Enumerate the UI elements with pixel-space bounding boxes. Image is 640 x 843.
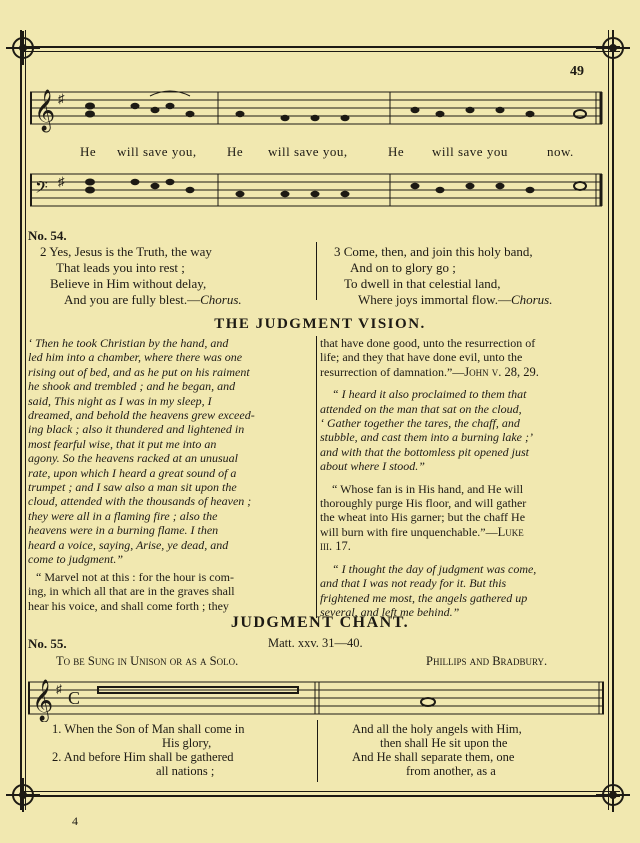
corner-ornament-icon (596, 31, 630, 65)
text-line: frightened me most, the angels gathered up (320, 590, 528, 605)
text-line: that have done good, unto the resurrection of (320, 336, 536, 350)
text-line: he shook and trembled ; and he began, and (28, 379, 236, 394)
text-line: come to judgment.” (28, 552, 123, 567)
frame-left-rule (20, 30, 22, 810)
text-line: and with that the bottomless pit opened just (320, 444, 529, 459)
text-line: dreamed, and behold the heavens grew exceed- (28, 408, 255, 423)
text-line: about where I stood.” (320, 459, 425, 474)
lyric-word: will save you, (268, 144, 348, 159)
frame-right-rule (612, 30, 614, 810)
chant-staff (28, 672, 608, 722)
corner-ornament-icon (596, 778, 630, 812)
text-line: And He shall separate them, one (352, 750, 515, 764)
text-line: cloud, attended with the thousands of heaven ; (28, 494, 252, 509)
text-line: life; and they that have done evil, unto the (320, 350, 523, 365)
hymn-number: No. 54. (28, 228, 67, 243)
text-line: 1. When the Son of Man shall come in (52, 722, 245, 736)
corner-ornament-icon (6, 31, 40, 65)
text-line: stubble, and cast them into a burning lake ;’ (320, 430, 533, 445)
text-line: the wheat into His garner; but the chaff He (320, 510, 526, 525)
text-line: “ Marvel not at this : for the hour is com- (36, 570, 234, 584)
text-line: they were all in a flaming fire ; also the (28, 508, 218, 523)
chant-text-left (52, 722, 312, 778)
frame-left-rule-thin (25, 30, 26, 810)
hymn-number: No. 55. (28, 636, 67, 651)
text-line: ing, in which all that are in the graves shall (28, 584, 235, 599)
music-staff-treble (30, 84, 605, 144)
svg-text:♯: ♯ (58, 174, 65, 189)
verse-2: 2 Yes, Jesus is the Truth, the way That leads you into rest ; Believe in Him without delay, And you are fully blest.—Chorus. (40, 244, 242, 307)
frame-top-rule-thin (22, 51, 620, 52)
text-line: And all the holy angels with Him, (352, 722, 522, 736)
music-staff-bass (30, 164, 605, 224)
frame-bottom-rule-thin (22, 791, 620, 792)
frame-bottom-rule (22, 795, 620, 797)
text-line: said, This night as I was in my sleep, I (28, 393, 212, 408)
section-title: THE JUDGMENT VISION. (214, 316, 426, 332)
verse-3: 3 Come, then, and join this holy band, And on to glory go ; To dwell in that celestial land, Where joys immortal flow.—Chorus. (334, 244, 553, 307)
text-line: “ I heard it also proclaimed to them that (332, 387, 527, 402)
lyrics-line (40, 144, 610, 160)
lyric-word: He (388, 144, 405, 159)
text-line: and that I was not ready for it. But this (320, 576, 507, 591)
text-line: “ I thought the day of judgment was come, (332, 561, 537, 576)
lyric-word: He (227, 144, 244, 159)
text-line: His glory, (162, 736, 212, 750)
svg-text:𝄞: 𝄞 (34, 90, 56, 131)
text-line: heard a voice, saying, Arise, ye dead, and (28, 537, 229, 552)
chant-title: JUDGMENT CHANT. (230, 614, 410, 631)
svg-text:♯: ♯ (58, 91, 65, 106)
text-line: attended on the man that sat on the cloud, (320, 401, 522, 416)
footer-mark: 4 (72, 814, 78, 828)
text-line: ing black ; also it thundered and lightened in (28, 422, 245, 437)
svg-text:♯: ♯ (56, 682, 62, 696)
vision-right-column: that have done good, unto the resurrection of life; and they that have done evil, unto the resurrection of damnation.”—John v. 28, 29. “ I heard it also proclaimed to them that attended on the man that sat on the cloud, ‘ Gather together the tares, the chaff, and stubble, and cast them into a burning lake ;’ and with that the bottomless pit opened just about where I stood.” “ Whose fan is in His hand, and He will thoroughly purge His floor, and will gather the wheat into His garner; but the chaff He will burn with fire unquenchable.”—Luke iii. 17. “ I thought the day of judgment was come, and that I was not ready for it. But this frightened me most, the angels gathered up several, and left me behind.” (320, 336, 608, 619)
text-line: then shall He sit upon the (380, 736, 508, 750)
column-divider (317, 720, 318, 782)
scripture-reference: Matt. xxv. 31—40. (268, 636, 363, 650)
vision-left-column (28, 336, 313, 567)
text-line: thoroughly purge His floor, and will gather (320, 496, 527, 511)
text-line: ‘ Then he took Christian by the hand, and (28, 336, 229, 350)
svg-text:𝄞: 𝄞 (32, 680, 54, 721)
lyric-word: now. (547, 144, 574, 159)
singing-instruction: To be Sung in Unison or as a Solo. (56, 654, 239, 668)
text-line: “ Whose fan is in His hand, and He will (332, 481, 524, 496)
text-line: heavens were in a burning flame. I then (28, 523, 219, 538)
composers: Phillips and Bradbury. (426, 654, 548, 668)
vision-left-column-2 (28, 570, 313, 613)
column-divider (316, 336, 317, 618)
lyric-word: He (80, 144, 97, 159)
column-divider (316, 242, 317, 300)
frame-top-rule (22, 46, 620, 48)
text-line: hear his voice, and shall come forth ; they (28, 598, 229, 613)
svg-text:C: C (68, 688, 81, 708)
text-line: ‘ Gather together the tares, the chaff, and (320, 416, 520, 431)
text-line: several, and left me behind.” (320, 604, 460, 619)
text-line: most fearful wise, that it put me into an (28, 436, 217, 451)
chant-text-right (352, 722, 608, 778)
text-line: trumpet ; and I saw also a man sit upon the (28, 480, 237, 495)
text-line: agony. So the heavens racked at an unusual (28, 451, 238, 466)
corner-ornament-icon (6, 778, 40, 812)
text-line: 2. And before Him shall be gathered (52, 750, 234, 764)
svg-text:𝄢: 𝄢 (35, 177, 48, 201)
text-line: led him into a chamber, where there was one (28, 350, 243, 365)
page-number: 49 (570, 64, 584, 79)
lyric-word: will save you, (117, 144, 197, 159)
text-line: rate, upon which I heard a great sound of a (28, 465, 237, 480)
text-line: rising out of bed, and as he put on his raiment (28, 364, 250, 379)
lyric-word: will save you (432, 144, 508, 159)
text-line: from another, as a (406, 764, 496, 778)
text-line: all nations ; (156, 764, 215, 778)
